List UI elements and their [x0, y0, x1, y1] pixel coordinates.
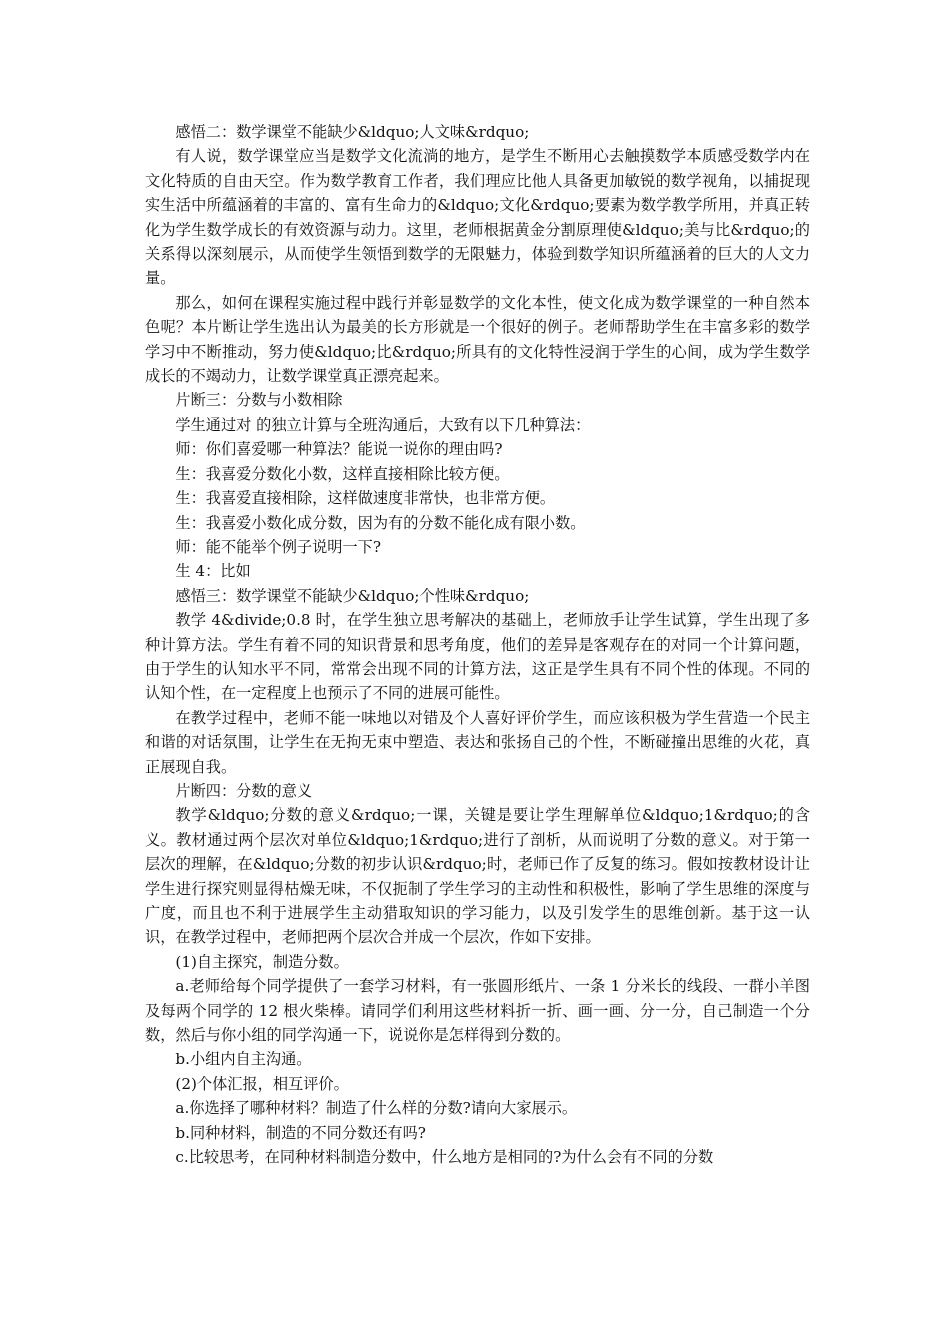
- paragraph-culture-practice: 那么，如何在课程实施过程中践行并彰显数学的文化本性，使文化成为数学课堂的一种自然本色呢？本片断让学生选出认为最美的长方形就是一个很好的例子。老师帮助学生在丰富多彩的数学学习中不断推动，努力使&ldquo;比&rdquo;所具有的文化特性浸润于学生的心间，成为学生数学成长的不竭动力，让数学课堂真正漂亮起来。: [145, 293, 810, 386]
- list-item: (2)个体汇报，相互评价。: [175, 1074, 349, 1093]
- dialogue-line: 师：能不能举个例子说明一下?: [175, 537, 381, 556]
- paragraph-calculation-methods: 教学 4&divide;0.8 时，在学生独立思考解决的基础上，老师放手让学生试算，学生出现了多种计算方法。学生有着不同的知识背景和思考角度，他们的差异是客观存在的对同一个计算问题，由于学生的认知水平不同，常常会出现不同的计算方法，这正是学生具有不同个性的体现。不同的认知个性，在一定程度上也预示了不同的进展可能性。: [145, 611, 810, 703]
- list-item: b.小组内自主沟通。: [175, 1050, 312, 1069]
- document-page: [145, 120, 810, 1169]
- dialogue-line: 师：你们喜爱哪一种算法？能说一说你的理由吗?: [175, 440, 503, 459]
- paragraph-humanistic-culture: 有人说，数学课堂应当是数学文化流淌的地方，是学生不断用心去触摸数学本质感受数学内在文化特质的自由天空。作为数学教育工作者，我们理应比他人具备更加敏锐的数学视角，以捕捉现实生活中所蕴涵着的丰富的、富有生命力的&ldquo;文化&rdquo;要素为数学教学所用，并真正转化为学生数学成长的有效资源与动力。这里，老师根据黄金分割原理使&ldquo;美与比&rdquo;的关系得以深刻展示，从而使学生领悟到数学的无限魅力，体验到数学知识所蕴涵着的巨大的人文力量。: [145, 147, 810, 288]
- paragraph-insight-three-heading: 感悟三：数学课堂不能缺少&ldquo;个性味&rdquo;: [175, 586, 530, 605]
- paragraph-teaching-process: 在教学过程中，老师不能一味地以对错及个人喜好评价学生，而应该积极为学生营造一个民主和谐的对话氛围，让学生在无拘无束中塑造、表达和张扬自己的个性，不断碰撞出思维的火花，真正展现自我。: [145, 708, 810, 776]
- list-item: c.比较思考，在同种材料制造分数中，什么地方是相同的?为什么会有不同的分数: [175, 1148, 714, 1167]
- dialogue-line: 生：我喜爱分数化小数，这样直接相除比较方便。: [175, 464, 510, 483]
- paragraph-student-methods: 学生通过对 的独立计算与全班沟通后，大致有以下几种算法：: [175, 415, 591, 434]
- paragraph-fragment-four-heading: 片断四：分数的意义: [175, 781, 313, 800]
- dialogue-line: 生：我喜爱小数化成分数，因为有的分数不能化成有限小数。: [175, 513, 586, 532]
- list-item: b.同种材料，制造的不同分数还有吗?: [175, 1123, 426, 1142]
- list-item: a.你选择了哪种材料？制造了什么样的分数?请向大家展示。: [175, 1099, 578, 1118]
- paragraph-meaning-of-fractions: 教学&ldquo;分数的意义&rdquo;一课，关键是要让学生理解单位&ldquo;1&rdquo;的含义。教材通过两个层次对单位&ldquo;1&rdquo;进行了剖析，从而说明了分数的意义。对于第一层次的理解，在&ldquo;分数的初步认识&rdquo;时，老师已作了反复的练习。假如按教材设计让学生进行探究则显得枯燥无味，不仅扼制了学生学习的主动性和积极性，影响了学生思维的深度与广度，而且也不利于进展学生主动猎取知识的学习能力，以及引发学生的思维创新。基于这一认识，在教学过程中，老师把两个层次合并成一个层次，作如下安排。: [145, 806, 810, 947]
- list-item: a.老师给每个同学提供了一套学习材料，有一张圆形纸片、一条 1 分米长的线段、一群小羊图及每两个同学的 12 根火柴棒。请同学们利用这些材料折一折、画一画、分一分，自己制造一个分数，然后与你小组的同学沟通一下，说说你是怎样得到分数的。: [145, 977, 810, 1045]
- dialogue-line: 生 4：比如: [175, 562, 251, 581]
- dialogue-line: 生：我喜爱直接相除，这样做速度非常快，也非常方便。: [175, 489, 556, 508]
- paragraph-fragment-three-heading: 片断三：分数与小数相除: [175, 391, 343, 410]
- list-item: (1)自主探究，制造分数。: [175, 952, 349, 971]
- paragraph-insight-two-heading: 感悟二：数学课堂不能缺少&ldquo;人文味&rdquo;: [175, 123, 530, 141]
